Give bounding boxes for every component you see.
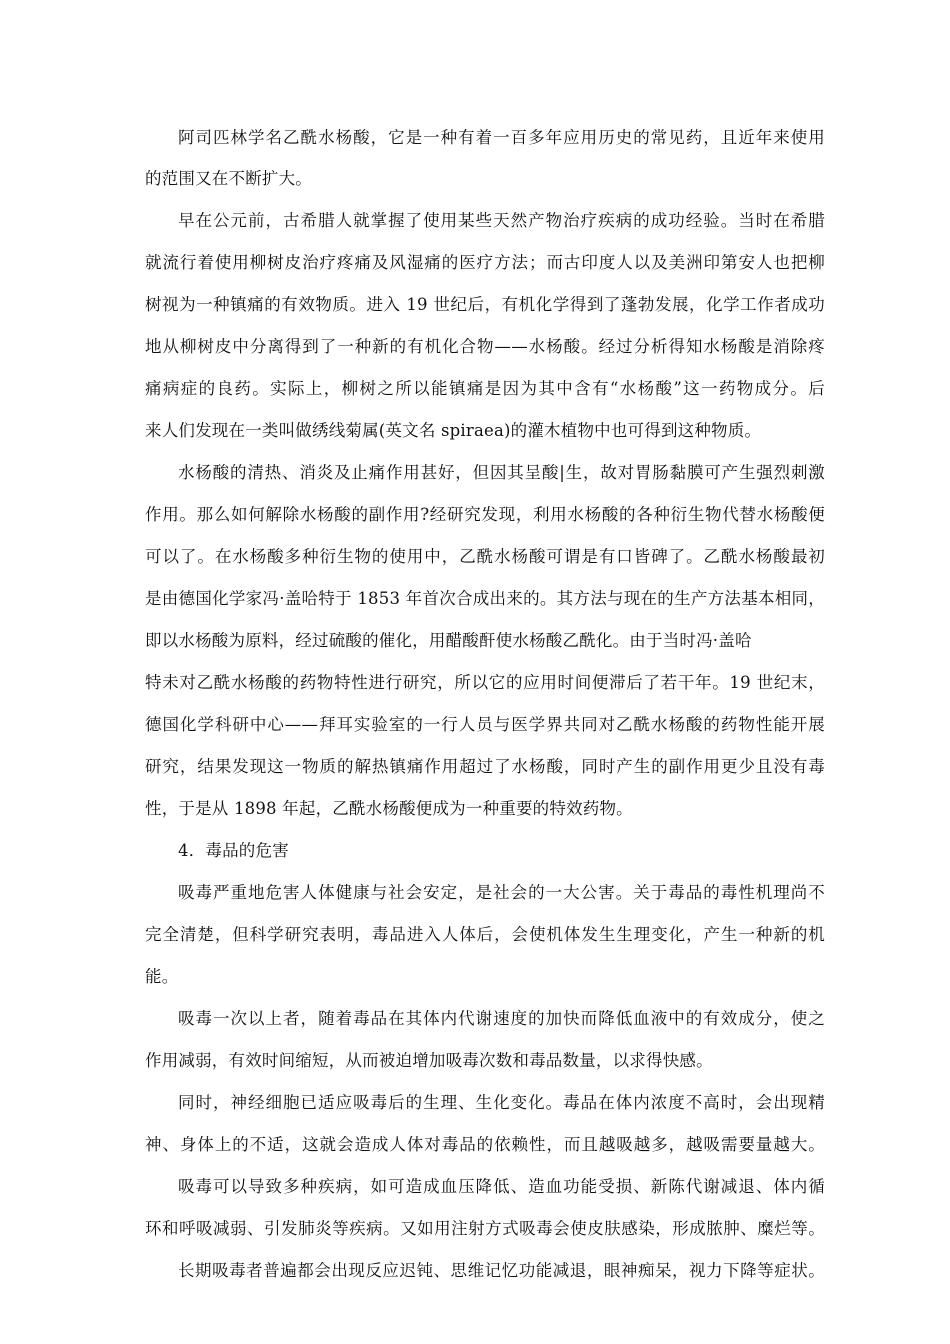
text-line: 环和呼吸减弱、引发肺炎等疾病。又如用注射方式吸毒会使皮肤感染，形成脓肿、糜烂等。 xyxy=(145,1219,825,1238)
text-line: 吸毒可以导致多种疾病，如可造成血压降低、造血功能受损、新陈代谢减退、体内循 xyxy=(178,1177,825,1196)
text-line: 即以水杨酸为原料，经过硫酸的催化，用醋酸酐使水杨酸乙酰化。由于当时冯·盖哈 xyxy=(145,631,752,650)
text-line: 痛病症的良药。实际上，柳树之所以能镇痛是因为其中含有“水杨酸”这一药物成分。后 xyxy=(145,379,825,398)
text-line: 地从柳树皮中分离得到了一种新的有机化合物——水杨酸。经过分析得知水杨酸是消除疼 xyxy=(145,337,825,356)
text-line: 研究，结果发现这一物质的解热镇痛作用超过了水杨酸，同时产生的副作用更少且没有毒 xyxy=(145,757,825,776)
text-line: 性，于是从 1898 年起，乙酰水杨酸便成为一种重要的特效药物。 xyxy=(145,799,633,818)
text-line: 是由德国化学家冯·盖哈特于 1853 年首次合成出来的。其方法与现在的生产方法基本相同， xyxy=(145,589,825,608)
text-line: 可以了。在水杨酸多种衍生物的使用中，乙酰水杨酸可谓是有口皆碑了。乙酰水杨酸最初 xyxy=(145,547,825,566)
text-line: 吸毒一次以上者，随着毒品在其体内代谢速度的加快而降低血液中的有效成分，使之 xyxy=(178,1009,825,1028)
text-line: 作用减弱，有效时间缩短，从而被迫增加吸毒次数和毒品数量，以求得快感。 xyxy=(145,1051,713,1070)
text-line: 树视为一种镇痛的有效物质。进入 19 世纪后，有机化学得到了蓬勃发展，化学工作者成功 xyxy=(145,295,825,314)
text-line: 同时，神经细胞已适应吸毒后的生理、生化变化。毒品在体内浓度不高时，会出现精 xyxy=(178,1093,825,1112)
text-line: 能。 xyxy=(145,967,179,986)
section-heading: 4．毒品的危害 xyxy=(178,841,289,860)
text-line: 长期吸毒者普遍都会出现反应迟钝、思维记忆功能减退，眼神痴呆，视力下降等症状。 xyxy=(178,1261,825,1280)
text-line: 特未对乙酰水杨酸的药物特性进行研究，所以它的应用时间便滞后了若干年。19 世纪末， xyxy=(145,673,825,692)
text-line: 德国化学科研中心——拜耳实验室的一行人员与医学界共同对乙酰水杨酸的药物性能开展 xyxy=(145,715,825,734)
text-line: 的范围又在不断扩大。 xyxy=(145,169,312,188)
text-line: 神、身体上的不适，这就会造成人体对毒品的依赖性，而且越吸越多，越吸需要量越大。 xyxy=(145,1135,825,1154)
text-line: 吸毒严重地危害人体健康与社会安定，是社会的一大公害。关于毒品的毒性机理尚不 xyxy=(178,883,825,902)
text-line: 阿司匹林学名乙酰水杨酸，它是一种有着一百多年应用历史的常见药，且近年来使用 xyxy=(178,128,825,147)
text-line: 水杨酸的清热、消炎及止痛作用甚好，但因其呈酸|生，故对胃肠黏膜可产生强烈刺激 xyxy=(178,463,825,482)
text-line: 就流行着使用柳树皮治疗疼痛及风湿痛的医疗方法；而古印度人以及美洲印第安人也把柳 xyxy=(145,253,825,272)
text-line: 早在公元前，古希腊人就掌握了使用某些天然产物治疗疾病的成功经验。当时在希腊 xyxy=(178,211,825,230)
text-line: 作用。那么如何解除水杨酸的副作用?经研究发现，利用水杨酸的各种衍生物代替水杨酸便 xyxy=(145,505,825,524)
text-line: 来人们发现在一类叫做绣线菊属(英文名 spiraea)的灌木植物中也可得到这种物质。 xyxy=(145,421,762,440)
text-line: 完全清楚，但科学研究表明，毒品进入人体后，会使机体发生生理变化，产生一种新的机 xyxy=(145,925,825,944)
